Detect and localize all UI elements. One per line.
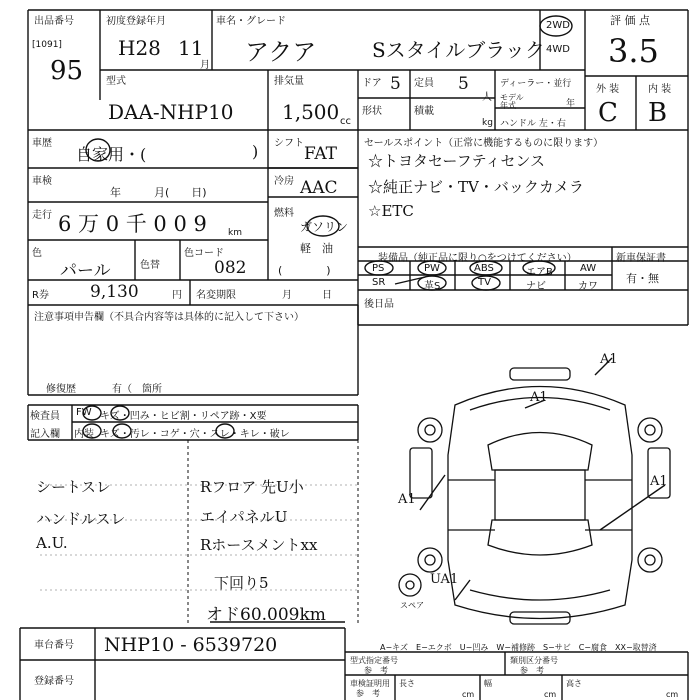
note-left-2: ハンドルスレ [36, 510, 126, 528]
displacement: 1,500 [282, 100, 340, 124]
shift-label: シフト [274, 138, 304, 149]
damage-mark-1: A1 [600, 352, 618, 367]
displacement-label: 排気量 [274, 76, 304, 87]
equip-navi: ナビ [526, 281, 546, 292]
sales-point-2: ☆純正ナビ・TV・バックカメラ [368, 178, 584, 196]
history-value: 自家用・( [76, 145, 147, 164]
mileage-value: 6 万 0 千 0 0 9 [58, 212, 207, 236]
model-year-label: モデル [500, 93, 524, 102]
exterior-grade: C [598, 98, 618, 128]
kg-unit: kg [482, 118, 493, 128]
note-right-1: Rフロア 先U小 [200, 478, 304, 496]
height-label: 高さ [566, 679, 582, 688]
damage-mark-3: A1 [650, 474, 668, 489]
mileage-label: 走行 [32, 210, 52, 221]
note-left-3: A.U. [36, 534, 68, 552]
shape-label: 形状 [362, 106, 382, 117]
chassis-label: 車台番号 [34, 640, 74, 651]
car-name: アクア [245, 38, 317, 66]
equip-leather: 革S [424, 281, 441, 292]
equip-aw: AW [580, 263, 597, 274]
equip-tv: TV [478, 277, 491, 288]
model-year-label2: 年式 [500, 101, 516, 110]
interior-label: 内 装 [648, 84, 672, 95]
notes-label: 注意事項申告欄（不具合内容等は具体的に記入して下さい） [34, 312, 304, 323]
fuel-other: ( ) [278, 264, 331, 277]
length-unit: cm [462, 690, 475, 699]
type-cert-ref: 参 考 [364, 666, 388, 675]
length-label: 長さ [399, 679, 415, 688]
month: 11 [178, 36, 204, 60]
recycle-fee: 9,130 [90, 282, 139, 302]
inspector-label-1: 検査員 [30, 411, 60, 422]
color-change-label: 色替 [140, 260, 160, 271]
rear-seat-label: 後日品 [364, 299, 394, 310]
km-unit: km [228, 228, 242, 238]
sales-points-label: セールスポイント（正常に機能するものに限ります） [364, 138, 604, 149]
note-right-5: オド60.009km [206, 605, 326, 625]
fuel-gasoline: ガソリン [300, 220, 349, 234]
grade: Sスタイルブラック [372, 38, 545, 62]
first-reg-label: 初度登録年月 [106, 16, 166, 27]
inspector-label-2: 記入欄 [30, 429, 60, 440]
history-close: ) [252, 142, 259, 161]
fw-items: キズ・凹み・ヒビ割・リペア跡・X要 [100, 411, 267, 422]
sales-point-3: ☆ETC [368, 202, 414, 220]
car-name-label: 車名・グレード [216, 16, 286, 27]
equip-abs: ABS [474, 263, 494, 274]
fw-label: FW [76, 407, 92, 418]
reg-label: 登録番号 [34, 676, 74, 687]
month-unit: 月 [200, 60, 210, 71]
type-cert-label: 型式指定番号 [350, 656, 398, 665]
cert-label: 車検証明用 [350, 679, 390, 688]
height-unit: cm [666, 690, 679, 699]
note-right-3: Rホースメントxx [200, 536, 318, 554]
ac-label: 冷房 [274, 176, 294, 187]
equip-ps: PS [372, 263, 385, 274]
chassis-number: NHP10 - 6539720 [104, 634, 278, 656]
lot-code: [1091] [32, 40, 62, 50]
score: 3.5 [608, 32, 659, 70]
color-code: 082 [214, 258, 247, 278]
year-unit: 年 [566, 99, 576, 109]
cert-ref: 参 考 [356, 689, 380, 698]
equip-kawa: カワ [578, 281, 598, 292]
spare-label: スペア [400, 601, 424, 610]
damage-mark-5: UA1 [430, 572, 459, 587]
drive-2wd: 2WD [546, 20, 570, 31]
lot-label: 出品番号 [34, 16, 74, 27]
equip-sr: SR [372, 277, 386, 288]
ac: AAC [300, 178, 338, 198]
sales-point-1: ☆トヨタセーフティセンス [368, 152, 546, 170]
int-label: 内装 [74, 429, 94, 440]
equip-airbag: エアB [526, 267, 553, 278]
inspection-label: 車検 [32, 176, 52, 187]
int-items: キズ・汚レ・コゲ・穴・スレ・キレ・破レ [100, 429, 290, 440]
capacity: 5 [458, 74, 469, 94]
capacity-unit: 人 [482, 92, 492, 103]
fuel-diesel: 軽 油 [300, 242, 333, 255]
shift: FAT [304, 144, 338, 164]
history-label: 車歴 [32, 138, 52, 149]
note-right-4: 下回り5 [214, 574, 269, 592]
drive-4wd: 4WD [546, 44, 570, 55]
exterior-label: 外 装 [596, 84, 620, 95]
era: H28 [118, 36, 161, 60]
equip-pw: PW [424, 263, 440, 274]
repair-label: 修復歴 [46, 384, 76, 395]
cc-unit: cc [340, 116, 351, 127]
class-label: 類別区分番号 [510, 656, 558, 665]
fuel-label: 燃料 [274, 208, 294, 219]
width-label: 幅 [484, 679, 492, 688]
equipment-label: 装備品（純正品に限り○をつけてください） [378, 253, 577, 264]
inspection-exp-text: 月 日 [282, 290, 332, 301]
score-label: 評 価 点 [610, 14, 650, 27]
damage-mark-2: A1 [530, 390, 548, 405]
model: DAA-NHP10 [108, 100, 234, 124]
inspection-exp-label: 名変期限 [196, 290, 236, 301]
note-right-2: エイパネルU [200, 508, 288, 526]
repair-value: 有（ 箇所 [112, 384, 162, 395]
warranty-label: 新車保証書 [616, 253, 666, 264]
doors: 5 [390, 74, 401, 94]
yen-unit: 円 [172, 290, 182, 301]
recycle-label: R券 [32, 290, 49, 301]
width-unit: cm [544, 690, 557, 699]
model-label: 型式 [106, 76, 126, 87]
damage-mark-4: A1 [398, 492, 416, 507]
note-left-1: シートスレ [36, 478, 111, 496]
handle-label: ハンドル 左・右 [500, 119, 566, 129]
class-ref: 参 考 [520, 666, 544, 675]
color-label: 色 [32, 248, 42, 259]
damage-legend: A−キズ E−エクボ U−凹み W−補修跡 S−サビ C−腐食 XX−取替済 [380, 643, 657, 652]
capacity-label: 定員 [414, 78, 434, 89]
interior-grade: B [648, 98, 668, 128]
warranty-value: 有・無 [626, 272, 659, 285]
inspection-text: 年 月( 日) [110, 186, 207, 199]
lot-number: 95 [50, 56, 84, 86]
load-label: 積載 [414, 106, 434, 117]
color-code-label: 色コード [184, 248, 224, 259]
dealer-label: ディーラー・並行 [500, 79, 572, 89]
color: パール [60, 261, 111, 281]
doors-label: ドア [362, 78, 382, 89]
